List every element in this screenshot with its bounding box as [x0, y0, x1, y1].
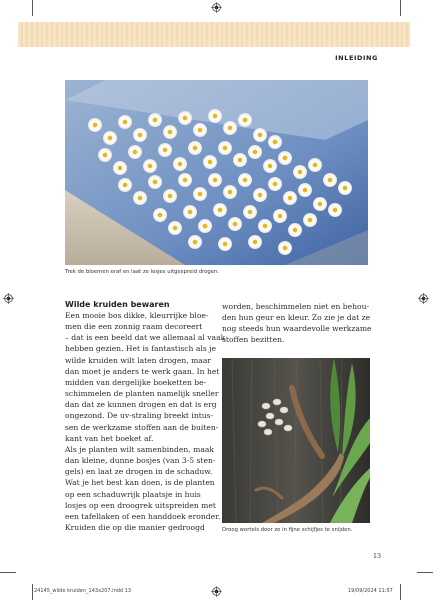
print-slug-filename: 24145_wilde kruiden_143x207.indd 13 [34, 588, 132, 594]
roots-photo [222, 358, 370, 523]
text-line: Wat je het best kan doen, is de planten [65, 478, 215, 488]
text-line: Kruiden die op die manier gedroogd [65, 522, 205, 532]
roots-illustration [222, 358, 370, 523]
daisies-photo [65, 80, 368, 265]
crop-mark [417, 572, 433, 573]
text-line: worden, beschimmelen niet en behou- [222, 302, 370, 311]
crop-mark [0, 572, 16, 573]
daisies-illustration [65, 80, 368, 265]
text-line: men die een zonnig raam decoreert [65, 322, 203, 332]
text-line: nog steeds hun waardevolle werkzame [222, 324, 372, 334]
text-line: – dat is een beeld dat we allemaal al vaak [65, 333, 226, 343]
registration-mark-icon [418, 293, 429, 304]
photo-caption: Trek de bloemen eraf en laat ze losjes uitgespreid drogen. [65, 269, 220, 275]
text-line: Een mooie bos dikke, kleurrijke bloe- [65, 311, 209, 320]
text-line: stoffen bezitten. [222, 335, 285, 345]
header-band [18, 22, 410, 47]
crop-mark [32, 0, 33, 16]
text-line: dan moet je anders te werk gaan. In het [65, 366, 220, 376]
text-line: op een schaduwrijk plaatsje in huis [65, 489, 201, 499]
text-line: wilde kruiden wilt laten drogen, maar [65, 355, 211, 365]
text-line: losjes op een droogrek uitspreiden met [65, 500, 216, 510]
registration-mark-icon [211, 586, 222, 597]
crop-mark [400, 584, 401, 600]
crop-mark [400, 0, 401, 16]
text-line: een tafellaken of een handdoek eronder. [65, 511, 221, 521]
text-line: dan dat ze kunnen drogen en dat is erg [65, 400, 217, 410]
left-column [65, 310, 226, 533]
text-line: schimmelen de planten namelijk sneller [65, 389, 219, 399]
text-line: ongezond. De uv-straling breekt intus- [65, 411, 214, 421]
registration-mark-icon [211, 2, 222, 13]
print-slug-date: 19/09/2024 11:57 [348, 588, 393, 594]
text-line: hebben gezien. Het is fantastisch als je [65, 344, 216, 354]
text-line: dan kleine, dunne bosjes (van 3-5 sten- [65, 456, 216, 466]
page-number: 13 [373, 553, 382, 560]
text-line: gels) en laat ze drogen in de schaduw. [65, 467, 213, 477]
text-line: kant van het boeket af. [65, 433, 154, 443]
text-line: midden van dergelijke boeketten be- [65, 377, 207, 387]
article-heading: Wilde kruiden bewaren [65, 300, 170, 309]
photo-caption: Droog wortels door ze in fijne schijfjes te snijden. [222, 527, 353, 533]
text-line: den hun geur en kleur. Zo zie je dat ze [222, 313, 371, 323]
crop-mark [32, 584, 33, 600]
text-line: sen de werkzame stoffen aan de buiten- [65, 422, 219, 432]
text-line: Als je planten wilt samenbinden, maak [65, 444, 214, 454]
registration-mark-icon [3, 293, 14, 304]
right-column [222, 301, 370, 346]
section-label: INLEIDING [335, 54, 378, 62]
